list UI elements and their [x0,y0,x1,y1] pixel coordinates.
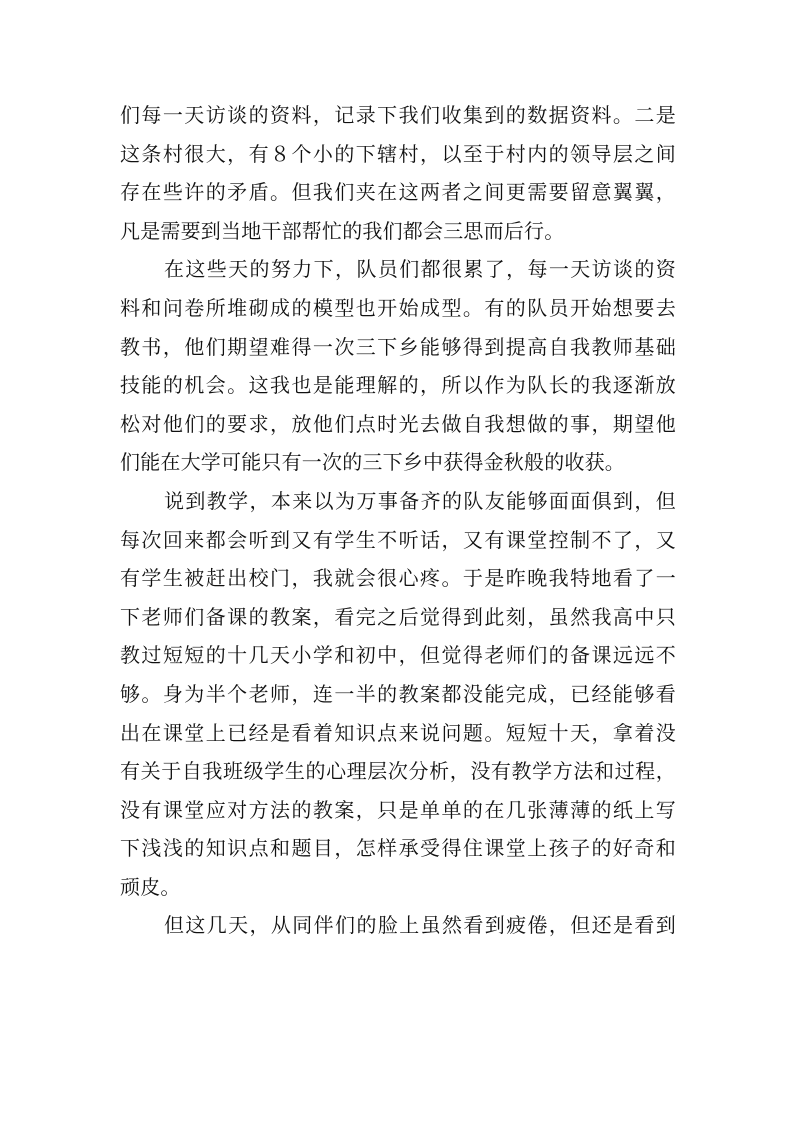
text-line: 们能在大学可能只有一次的三下乡中获得金秋般的收获。 [120,450,625,475]
paragraph-first-line: 说到教学，本来以为万事备齐的队友能够面面俱到，但 [164,488,676,513]
text-line: 下老师们备课的教案，看完之后觉得到此刻，虽然我高中只 [120,604,676,629]
text-line: 有学生被赶出校门，我就会很心疼。于是昨晚我特地看了一 [120,566,676,591]
text-line: 教过短短的十几天小学和初中，但觉得老师们的备课远远不 [120,643,676,668]
paragraph-first-line: 在这些天的努力下，队员们都很累了，每一天访谈的资 [164,257,676,282]
text-line: 们每一天访谈的资料，记录下我们收集到的数据资料。二是 [120,103,676,127]
text-line: 料和问卷所堆砌成的模型也开始成型。有的队员开始想要去 [120,295,676,320]
paragraph-first-line: 但这几天，从同伴们的脸上虽然看到疲倦，但还是看到 [164,913,676,938]
text-line: 下浅浅的知识点和题目，怎样承受得住课堂上孩子的好奇和 [120,836,676,861]
text-line: 每次回来都会听到又有学生不听话，又有课堂控制不了，又 [120,527,676,552]
text-line: 松对他们的要求，放他们点时光去做自我想做的事，期望他 [120,411,676,436]
text-line: 存在些许的矛盾。但我们夹在这两者之间更需要留意翼翼， [120,180,676,205]
text-line: 有关于自我班级学生的心理层次分析，没有教学方法和过程， [120,759,676,784]
document-body [120,96,676,945]
text-line: 出在课堂上已经是看着知识点来说问题。短短十天，拿着没 [120,720,676,745]
text-line: 教书，他们期望难得一次三下乡能够得到提高自我教师基础 [120,334,676,359]
text-line: 够。身为半个老师，连一半的教案都没能完成，已经能够看 [120,681,676,706]
text-line: 技能的机会。这我也是能理解的，所以作为队长的我逐渐放 [120,373,676,398]
text-line: 凡是需要到当地干部帮忙的我们都会三思而后行。 [120,218,565,243]
text-line: 顽皮。 [120,874,181,899]
text-line: 这条村很大，有８个小的下辖村，以至于村内的领导层之间 [120,141,676,166]
text-line: 没有课堂应对方法的教案，只是单单的在几张薄薄的纸上写 [120,797,676,822]
